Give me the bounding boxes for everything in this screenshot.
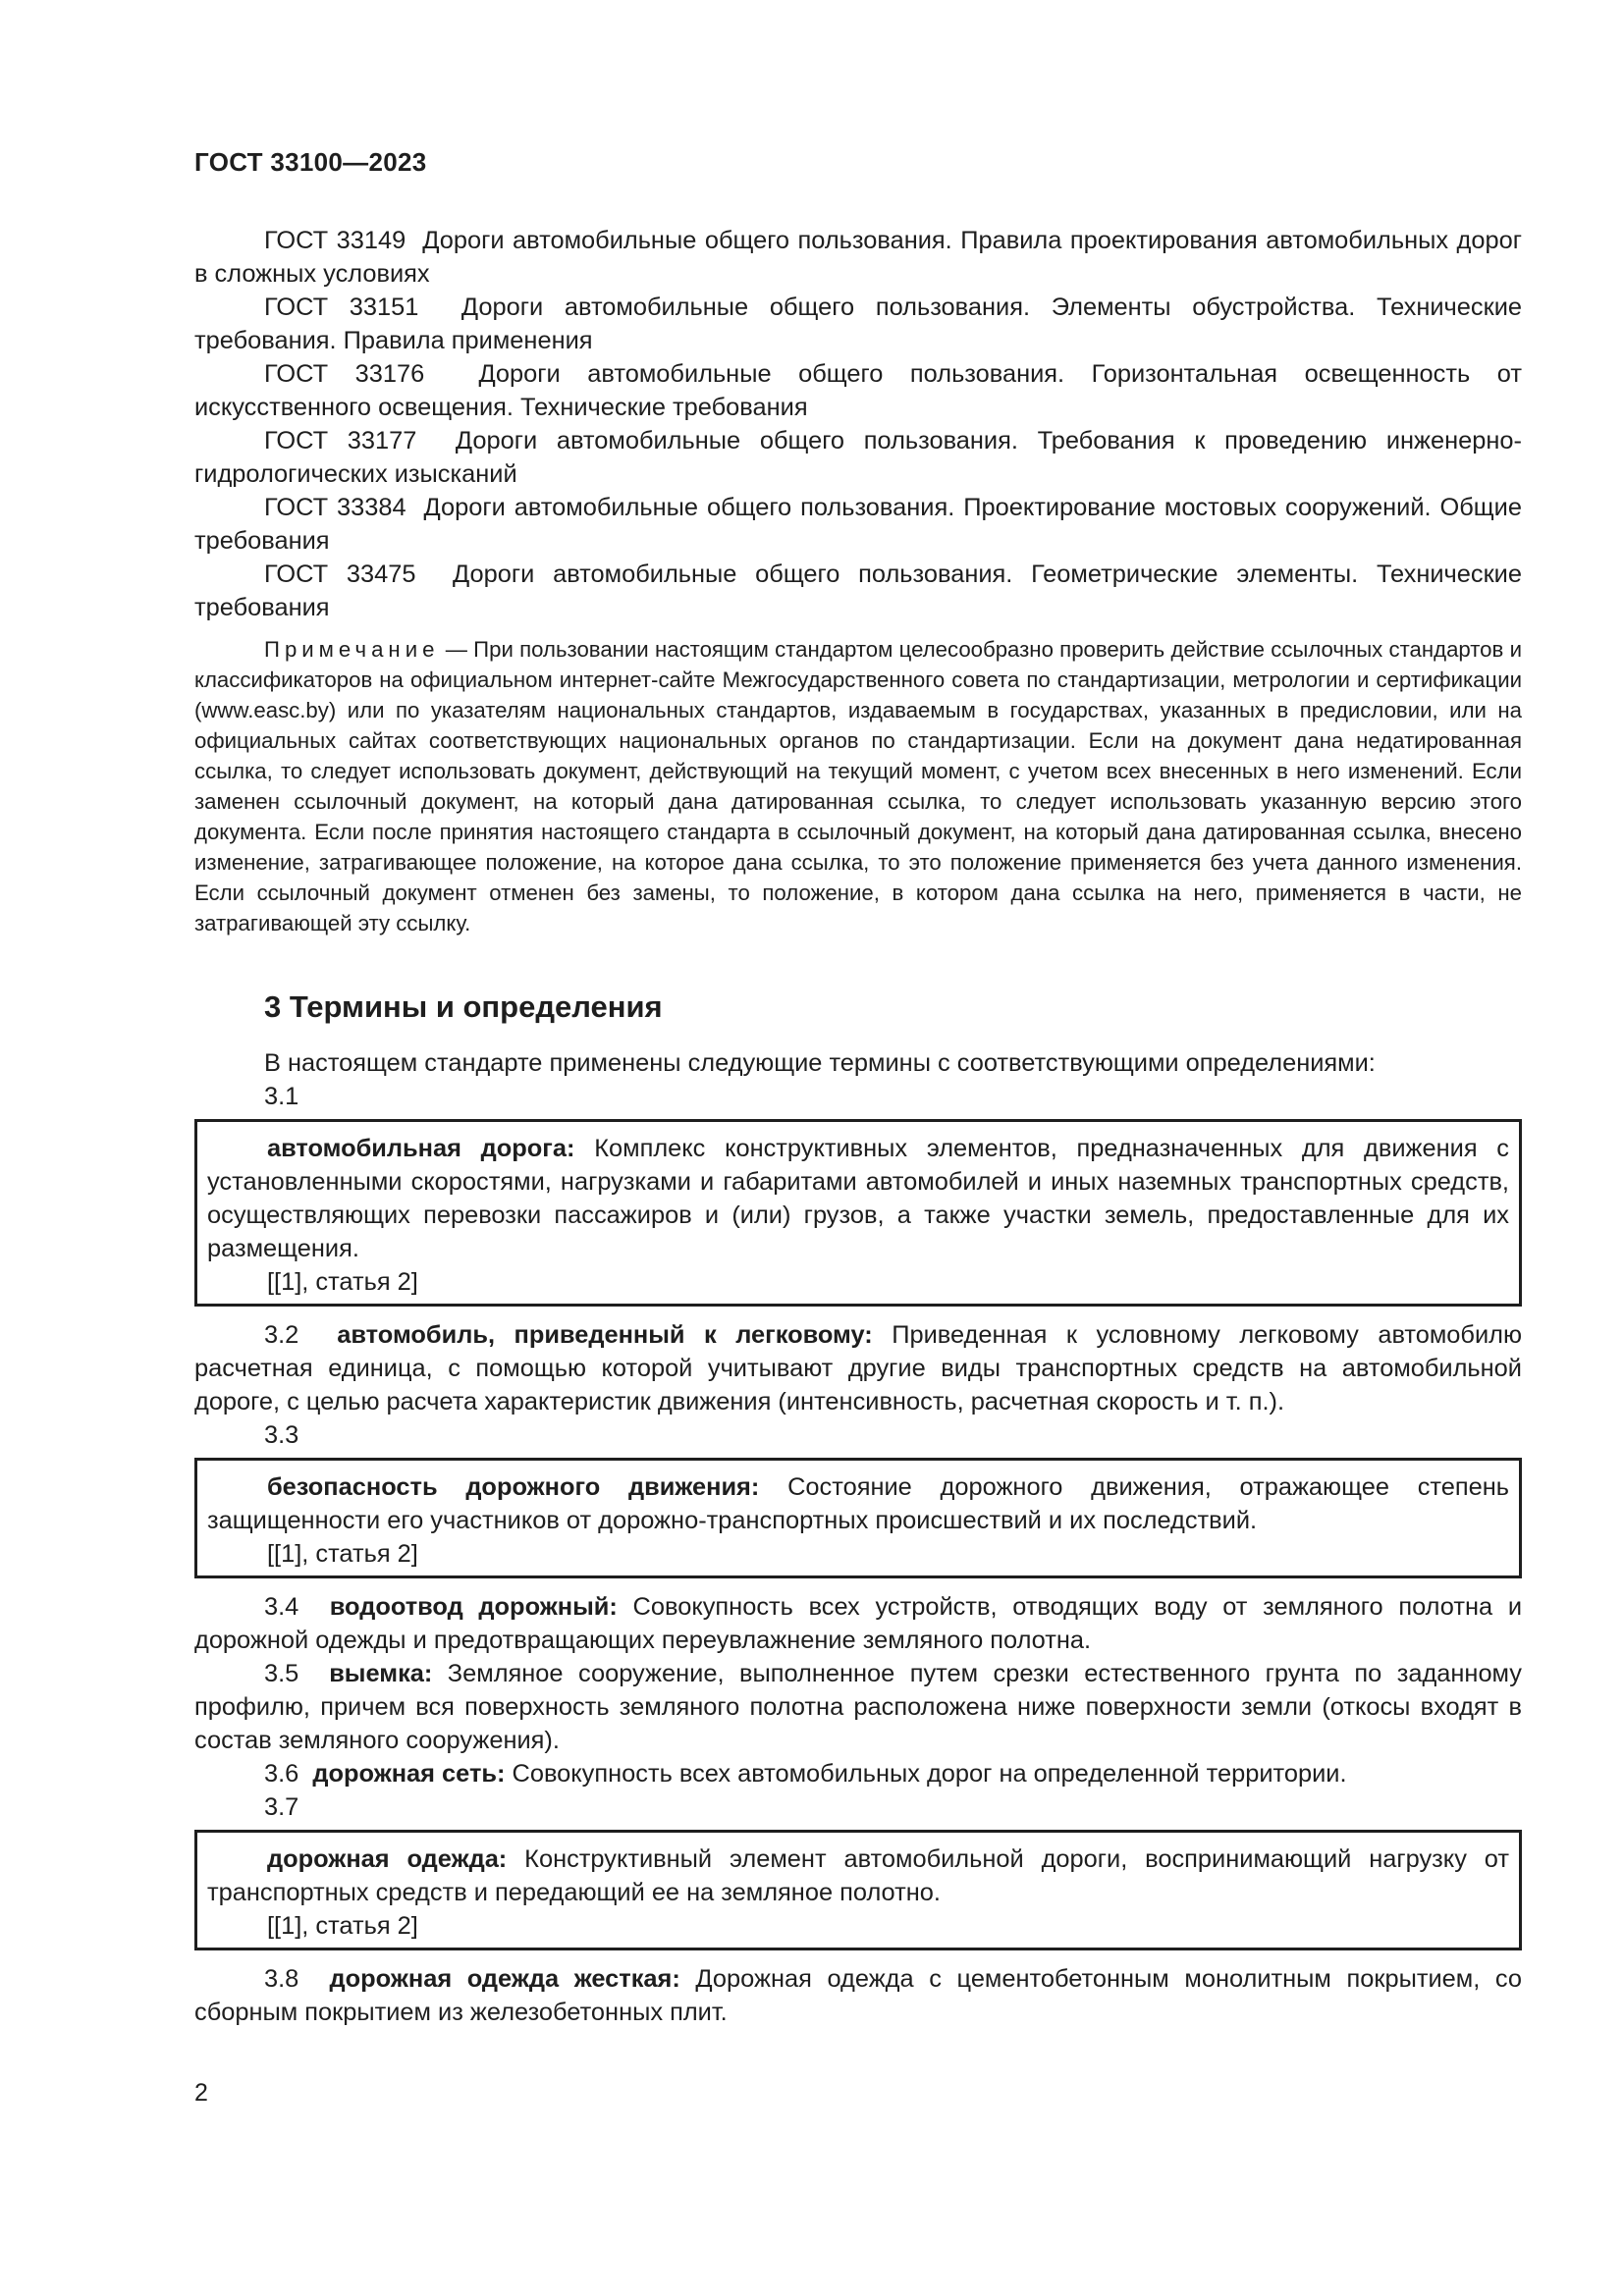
term-text: Земляное сооружение, выполненное путем срезки естественного грунта по заданному профилю, причем вся поверхность земляного полотна расположена ниже поверхности земли (откосы входят в состав земляного сооружения). <box>194 1660 1522 1754</box>
section-title: 3 Термины и определения <box>264 989 663 1024</box>
term-text: Конструктивный элемент автомобильной дороги, воспринимающий нагрузку от транспортных средств и передающий ее на земляное полотно. <box>207 1845 1509 1906</box>
reference-item <box>194 291 1522 357</box>
term-number: 3.4 <box>264 1593 299 1621</box>
term-definition <box>194 1657 1522 1757</box>
term-definition <box>207 1132 1509 1265</box>
section-intro: В настоящем стандарте применены следующие термины с соответствующими определениями: <box>264 1049 1376 1077</box>
term-definition <box>194 1962 1522 2029</box>
reference-title: Дороги автомобильные общего пользования. Правила проектирования автомобильных дорог в сложных условиях <box>194 227 1522 288</box>
reference-title: Дороги автомобильные общего пользования. Требования к проведению инженерно-гидрологических изысканий <box>194 427 1522 488</box>
term-source: [[1], статья 2] <box>267 1912 418 1940</box>
term-number: 3.5 <box>264 1660 299 1687</box>
term-name: дорожная одежда: <box>267 1845 508 1873</box>
term-name: дорожная сеть: <box>312 1760 506 1788</box>
term-definition <box>194 1318 1522 1418</box>
term-text: Дорожная одежда с цементобетонным монолитным покрытием, со сборным покрытием из железобетонных плит. <box>194 1965 1523 2026</box>
term-source: [[1], статья 2] <box>267 1268 418 1296</box>
term-box <box>194 1119 1522 1307</box>
term-number: 3.2 <box>264 1321 299 1349</box>
term-number: 3.8 <box>264 1965 299 1993</box>
term-name: выемка: <box>329 1660 433 1687</box>
term-name: безопасность дорожного движения: <box>267 1473 760 1501</box>
note <box>194 634 1522 938</box>
term-box <box>194 1458 1522 1578</box>
term-number: 3.1 <box>264 1083 299 1110</box>
reference-title: Дороги автомобильные общего пользования. Элементы обустройства. Технические требования. Правила применения <box>194 294 1522 354</box>
term-definition <box>194 1590 1522 1657</box>
term-number: 3.6 <box>264 1760 299 1788</box>
reference-item <box>194 357 1522 424</box>
term-definition <box>207 1470 1509 1537</box>
reference-title: Дороги автомобильные общего пользования. Горизонтальная освещенность от искусственного освещения. Технические требования <box>194 360 1522 421</box>
note-text: — При пользовании настоящим стандартом целесообразно проверить действие ссылочных стандартов и классификаторов на официальном интернет-сайте Межгосударственного совета по стандартизации, метрологии и сертификации (www.easc.by) или по указателям национальных стандартов, издаваемым в государствах, указанных в предисловии, или на официальных сайтах соответствующих национальных органов по стандартизации. Если на документ дана недатированная ссылка, то следует использовать документ, действующий на текущий момент, с учетом всех внесенных в него изменений. Если заменен ссылочный документ, на который дана датированная ссылка, то следует использовать указанную версию этого документа. Если после принятия настоящего стандарта в ссылочный документ, на который дана датированная ссылка, внесено изменение, затрагивающее положение, на которое дана ссылка, то это положение применяется без учета данного изменения. Если ссылочный документ отменен без замены, то положение, в котором дана ссылка на него, применяется в части, не затрагивающей эту ссылку. <box>194 637 1522 935</box>
reference-title: Дороги автомобильные общего пользования. Проектирование мостовых сооружений. Общие требования <box>194 494 1522 555</box>
note-label: Примечание <box>264 637 440 662</box>
term-number: 3.3 <box>264 1421 299 1449</box>
page-number: 2 <box>194 2079 208 2107</box>
reference-code: ГОСТ 33176 <box>264 360 425 388</box>
reference-item <box>194 558 1522 624</box>
term-source: [[1], статья 2] <box>267 1540 418 1568</box>
page-content <box>194 224 1522 2029</box>
reference-item <box>194 224 1522 291</box>
term-text: Совокупность всех автомобильных дорог на определенной территории. <box>505 1760 1347 1788</box>
reference-item <box>194 424 1522 491</box>
document-header: ГОСТ 33100—2023 <box>194 147 427 177</box>
term-name: водоотвод дорожный: <box>329 1593 618 1621</box>
term-number: 3.7 <box>264 1793 299 1821</box>
term-text: Состояние дорожного движения, отражающее степень защищенности его участников от дорожно-транспортных происшествий и их последствий. <box>207 1473 1509 1534</box>
reference-code: ГОСТ 33151 <box>264 294 419 321</box>
term-name: дорожная одежда жесткая: <box>329 1965 680 1993</box>
reference-code: ГОСТ 33475 <box>264 561 416 588</box>
reference-item <box>194 491 1522 558</box>
term-box <box>194 1830 1522 1950</box>
reference-code: ГОСТ 33149 <box>264 227 406 254</box>
reference-code: ГОСТ 33384 <box>264 494 406 521</box>
term-name: автомобильная дорога: <box>267 1135 575 1162</box>
term-text: Приведенная к условному легковому автомобилю расчетная единица, с помощью которой учитывают другие виды транспортных средств на автомобильной дороге, с целью расчета характеристик движения (интенсивность, расчетная скорость и т. п.). <box>194 1321 1522 1415</box>
term-text: Совокупность всех устройств, отводящих воду от земляного полотна и дорожной одежды и предотвращающих переувлажнение земляного полотна. <box>194 1593 1522 1654</box>
term-definition <box>207 1842 1509 1909</box>
term-definition <box>194 1757 1522 1790</box>
reference-title: Дороги автомобильные общего пользования. Геометрические элементы. Технические требования <box>194 561 1522 621</box>
term-text: Комплекс конструктивных элементов, предназначенных для движения с установленными скоростями, нагрузками и габаритами автомобилей и иных наземных транспортных средств, осуществляющих перевозки пассажиров и (или) грузов, а также участки земель, предоставленные для их размещения. <box>207 1135 1509 1262</box>
term-name: автомобиль, приведенный к легковому: <box>337 1321 873 1349</box>
reference-code: ГОСТ 33177 <box>264 427 417 454</box>
